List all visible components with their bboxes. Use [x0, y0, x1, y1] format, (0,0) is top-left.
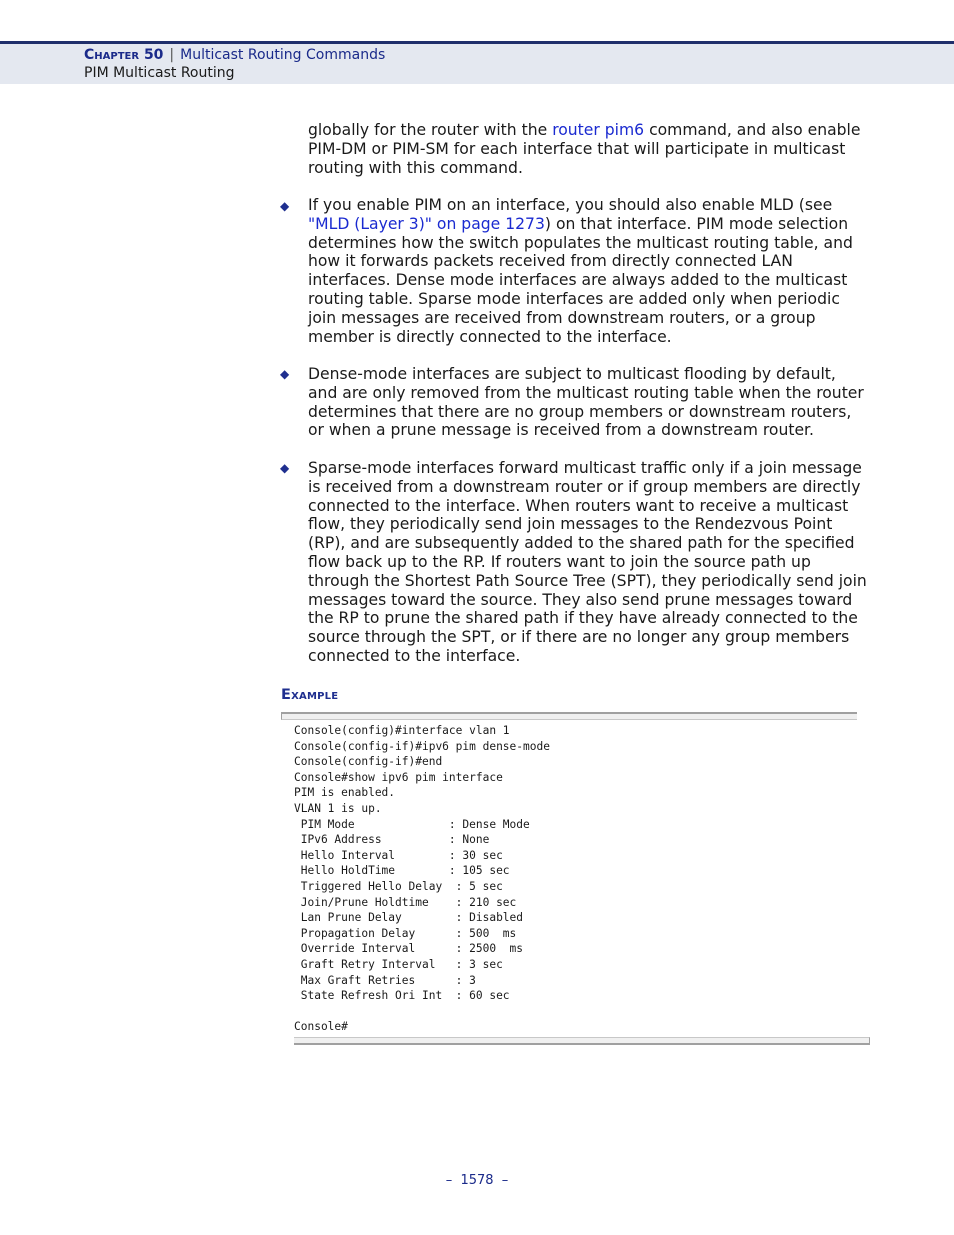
code-line: Join/Prune Holdtime : 210 sec	[294, 895, 517, 909]
code-line	[294, 1004, 550, 1020]
diamond-bullet-icon: ◆	[280, 461, 290, 475]
diamond-bullet-icon: ◆	[280, 199, 290, 213]
example-heading: Example	[281, 687, 339, 703]
bullet-paragraph-1	[308, 196, 870, 346]
header-chapter-line	[84, 47, 385, 63]
code-line: Console(config-if)#ipv6 pim dense-mode	[294, 739, 550, 753]
diamond-bullet-icon: ◆	[280, 367, 290, 381]
chapter-label: Chapter 50	[84, 47, 164, 63]
code-line: State Refresh Ori Int : 60 sec	[294, 989, 510, 1003]
code-line: Triggered Hello Delay : 5 sec	[294, 879, 503, 893]
intro-text-start: globally for the router with the	[308, 121, 553, 139]
code-line: Hello HoldTime : 105 sec	[294, 864, 510, 878]
bullet1-text-end: ) on that interface. PIM mode selection determines how the switch populates the multicast routing table, and how it forwards packets received from directly connected LAN interfaces. Dense mode interfaces are always added to the multicast routing table. Sparse mode interfaces are added only when periodic join messages are received from downstream routers, or a group member is directly connected to the interface.	[308, 214, 853, 346]
code-line: Console(config-if)#end	[294, 755, 443, 769]
bullet2-text: Dense-mode interfaces are subject to multicast flooding by default, and are only removed from the multicast routing table when the router determines that there are no group members or downstream routers, or when a prune message is received from a downstream router.	[308, 365, 864, 440]
page-number: – 1578 –	[445, 1173, 509, 1188]
code-line: IPv6 Address : None	[294, 833, 490, 847]
header-separator: |	[169, 47, 175, 63]
code-line: Console#show ipv6 pim interface	[294, 770, 503, 784]
bullet1-text-start: If you enable PIM on an interface, you should also enable MLD (see	[308, 196, 833, 214]
intro-text-end: command, and also enable PIM-DM or PIM-SM for each interface that will participate in multicast routing with this command.	[308, 121, 861, 177]
bullet-paragraph-2	[308, 365, 870, 440]
code-line: Hello Interval : 30 sec	[294, 848, 503, 862]
code-line: Console(config)#interface vlan 1	[294, 724, 510, 737]
bullet3-text: Sparse-mode interfaces forward multicast traffic only if a join message is received from a downstream router or if group members are directly connected to the interface. When routers want to receive a multicast flow, they periodically send join messages to the Rendezvous Point (RP), and are subsequently added to the shared path for the specified flow back up to the RP. If routers want to join the source path up through the Shortest Path Source Tree (SPT), they periodically send join messages toward the source. They also send prune messages toward the RP to prune the shared path if they have already connected to the source through the SPT, or if there are no longer any group members connected to the interface.	[308, 459, 867, 665]
page-header	[0, 41, 954, 84]
intro-paragraph	[308, 121, 870, 177]
code-line: Console#	[294, 1020, 348, 1034]
code-line: PIM is enabled.	[294, 786, 396, 800]
chapter-title: Multicast Routing Commands	[180, 47, 386, 63]
code-example-box	[281, 712, 869, 1048]
code-box-top-border	[281, 712, 857, 720]
code-line: Graft Retry Interval : 3 sec	[294, 957, 503, 971]
mld-layer3-link[interactable]: "MLD (Layer 3)" on page 1273	[308, 214, 545, 233]
section-title: PIM Multicast Routing	[84, 65, 235, 81]
router-pim6-link[interactable]: router pim6	[552, 121, 645, 139]
code-line: Propagation Delay : 500 ms	[294, 926, 517, 940]
code-line: Lan Prune Delay : Disabled	[294, 911, 524, 925]
bullet-paragraph-3	[308, 459, 870, 666]
code-box-bottom-border	[294, 1037, 870, 1045]
code-line: VLAN 1 is up.	[294, 801, 382, 815]
code-listing	[294, 723, 550, 1035]
code-line: Override Interval : 2500 ms	[294, 942, 524, 956]
code-line: Max Graft Retries : 3	[294, 973, 476, 987]
code-line: PIM Mode : Dense Mode	[294, 817, 530, 831]
